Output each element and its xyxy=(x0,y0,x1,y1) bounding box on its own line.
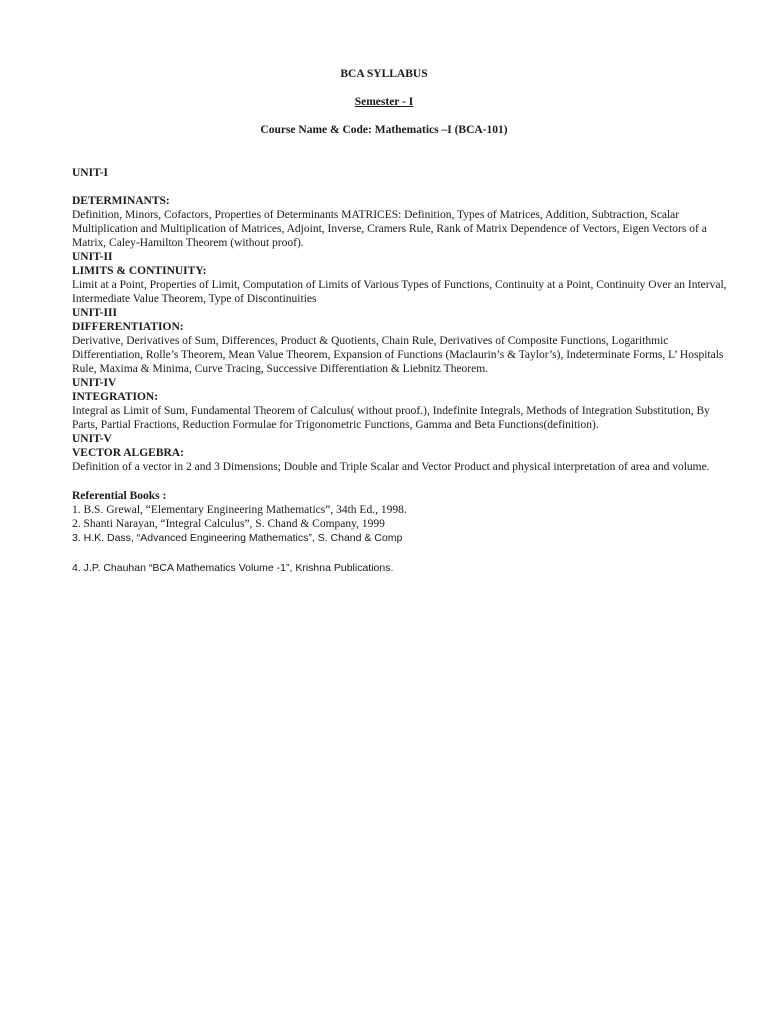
reference-item: 2. Shanti Narayan, “Integral Calculus”, S. Chand & Company, 1999 xyxy=(72,518,385,530)
references-section xyxy=(72,489,732,545)
unit-1-label-block xyxy=(72,166,732,180)
semester-heading: Semester - I xyxy=(354,96,414,108)
unit-1-topic: DETERMINANTS: xyxy=(72,195,170,207)
unit-5-topic: VECTOR ALGEBRA: xyxy=(72,447,184,459)
unit-3-topic: DIFFERENTIATION: xyxy=(72,321,184,333)
reference-item: 4. J.P. Chauhan “BCA Mathematics Volume -1”, Krishna Publications. xyxy=(72,562,394,574)
unit-3-section xyxy=(72,306,732,376)
reference-item: 1. B.S. Grewal, “Elementary Engineering Mathematics”, 34th Ed., 1998. xyxy=(72,504,407,516)
course-name-code: Course Name & Code: Mathematics –I (BCA-101) xyxy=(260,124,508,136)
unit-2-label: UNIT-II xyxy=(72,251,113,263)
unit-5-section xyxy=(72,432,732,474)
unit-1-content: Definition, Minors, Cofactors, Properties of Determinants MATRICES: Definition, Types of Matrices, Addition, Subtraction, Scalar Multiplication and Multiplication of Matrices, Adjoint, Inverse, Cramers Rule, Rank of Matrix Dependence of Vectors, Eigen Vectors of a Matrix, Caley-Hamilton Theorem (without proof). xyxy=(72,209,707,249)
unit-4-label: UNIT-IV xyxy=(72,377,117,389)
unit-3-content: Derivative, Derivatives of Sum, Differences, Product & Quotients, Chain Rule, Derivatives of Composite Functions, Logarithmic Differentiation, Rolle’s Theorem, Mean Value Theorem, Expansion of Functions (Maclaurin’s & Taylor’s), Indeterminate Forms, L’ Hospitals Rule, Maxima & Minima, Curve Tracing, Successive Differentiation & Liebnitz Theorem. xyxy=(72,335,724,375)
unit-4-topic: INTEGRATION: xyxy=(72,391,159,403)
unit-2-section xyxy=(72,250,732,306)
references-heading: Referential Books : xyxy=(72,490,167,502)
unit-4-content: Integral as Limit of Sum, Fundamental Theorem of Calculus( without proof.), Indefinite Integrals, Methods of Integration Substitution, By Parts, Partial Fractions, Reduction Formulae for Trigonometric Functions, Gamma and Beta Functions(definition). xyxy=(72,405,710,431)
reference-item: 3. H.K. Dass, “Advanced Engineering Mathematics”, S. Chand & Comp xyxy=(72,532,403,544)
unit-5-label: UNIT-V xyxy=(72,433,112,445)
unit-2-topic: LIMITS & CONTINUITY: xyxy=(72,265,207,277)
unit-1-label: UNIT-I xyxy=(72,167,109,179)
unit-3-label: UNIT-III xyxy=(72,307,117,319)
unit-2-content: Limit at a Point, Properties of Limit, Computation of Limits of Various Types of Functions, Continuity at a Point, Continuity Over an Interval, Intermediate Value Theorem, Type of Discontinuities xyxy=(72,279,727,305)
reference-item-4-block xyxy=(72,561,732,575)
unit-4-section xyxy=(72,376,732,432)
unit-1-section xyxy=(72,194,732,250)
document-title: BCA SYLLABUS xyxy=(340,68,428,80)
unit-5-content: Definition of a vector in 2 and 3 Dimensions; Double and Triple Scalar and Vector Product and physical interpretation of area and volume. xyxy=(72,461,710,473)
